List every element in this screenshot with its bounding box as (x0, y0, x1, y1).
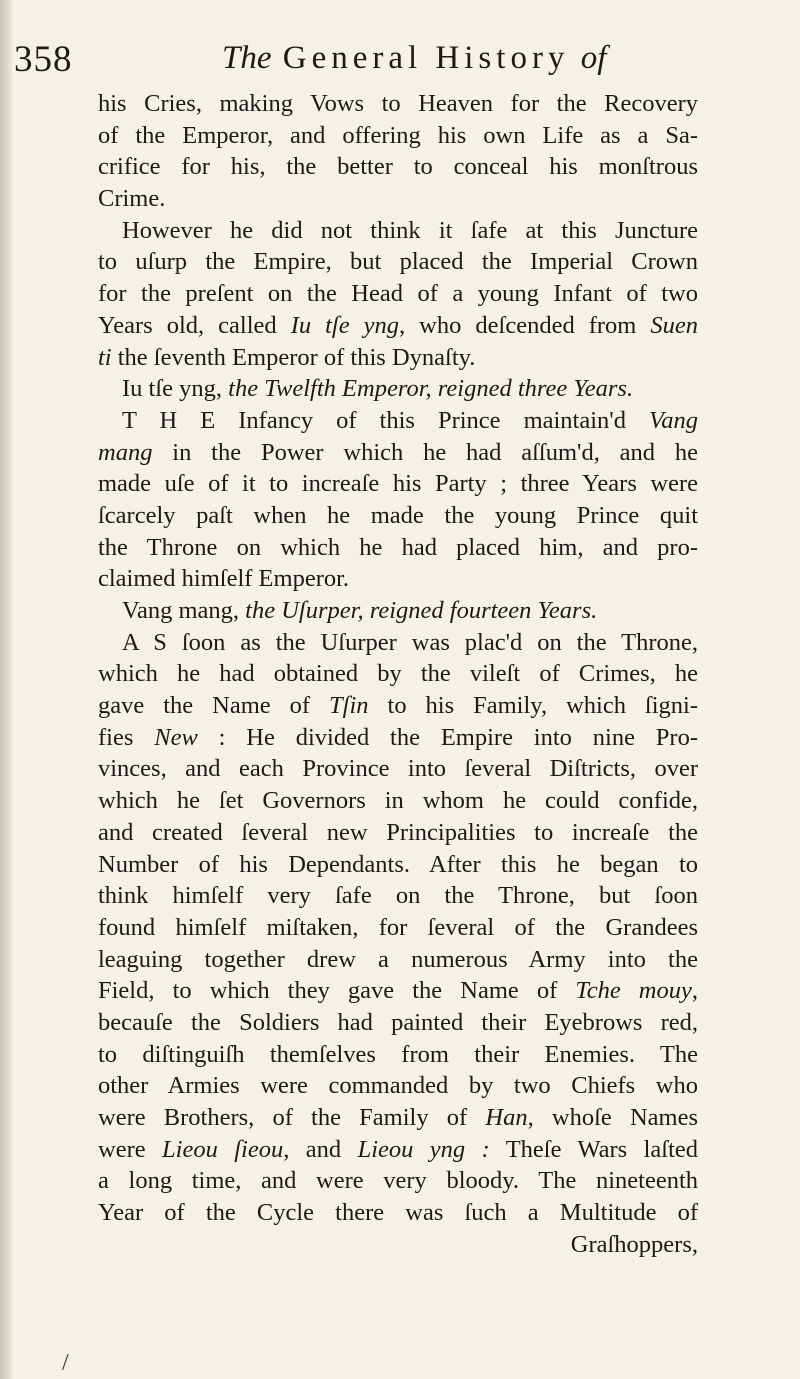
text-line: vinces, and each Province into ſeveral Diſtricts, over (98, 755, 698, 783)
catchword: Graſhoppers, (570, 1230, 698, 1258)
heading-name: Iu tſe yng, (122, 375, 229, 403)
text-run: , and (283, 1135, 358, 1163)
italic-name: ti (98, 343, 112, 371)
text-run: : He divided the Empire into nine Pro- (197, 723, 698, 751)
italic-name: Lieou yng : (357, 1135, 490, 1163)
italic-name: New (154, 723, 198, 751)
text-run: to his Family, which ſigni- (368, 692, 699, 720)
text-line: becauſe the Soldiers had painted their Eyebrows red, (98, 1008, 698, 1036)
text-run: the ſeventh Emperor of this Dynaſty. (111, 343, 476, 371)
text-line (98, 722, 698, 754)
text-run: , whoſe Names (527, 1104, 698, 1131)
text-run: were (98, 1135, 163, 1163)
text-run: were Brothers, of the Family of (98, 1104, 486, 1131)
italic-name: Tche mouy (575, 977, 692, 1005)
italic-name: Tſin (329, 692, 369, 720)
italic-name: Suen (650, 311, 698, 339)
body-text (98, 88, 698, 1260)
italic-name: mang (98, 438, 153, 466)
margin-mark: / (62, 1350, 69, 1376)
text-line: to diſtinguiſh themſelves from their Enemies. The (98, 1040, 698, 1068)
text-line: a long time, and were very bloody. The nineteenth (98, 1167, 698, 1195)
text-line: crifice for his, the better to conceal his monſtrous (98, 153, 698, 181)
text-line: to uſurp the Empire, but placed the Imperial Crown (98, 248, 698, 276)
text-run: in the Power which he had aſſum'd, and he (152, 438, 698, 466)
text-run: T H E Infancy of this Prince maintain'd (122, 406, 649, 434)
text-run: Years old, called (98, 311, 291, 339)
text-line: and created ſeveral new Principalities to increaſe the (98, 818, 698, 846)
text-run: gave the Name of (98, 692, 330, 720)
italic-name: Iu tſe yng (290, 311, 400, 339)
text-line: of the Emperor, and offering his own Life as a Sa- (98, 121, 698, 149)
text-line (98, 690, 698, 722)
text-line: ſcarcely paſt when he made the young Prince quit (98, 501, 698, 529)
text-line: think himſelf very ſafe on the Throne, but ſoon (98, 882, 698, 910)
text-line: the Throne on which he had placed him, and pro- (98, 533, 698, 561)
running-title-of: of (580, 40, 607, 76)
text-line: Year of the Cycle there was ſuch a Multitude of (98, 1199, 698, 1227)
text-line (98, 405, 698, 437)
italic-name: Lieou ſieou (162, 1135, 284, 1163)
text-line: other Armies were commanded by two Chiefs who (98, 1072, 698, 1100)
text-line (98, 437, 698, 469)
text-run: , (691, 977, 698, 1005)
italic-name: Han (485, 1104, 528, 1131)
page-number: 358 (14, 39, 73, 80)
text-line (98, 310, 698, 342)
text-run: , who deſcended from (399, 311, 651, 339)
text-line: his Cries, making Vows to Heaven for the Recovery (98, 90, 698, 117)
text-line: which he had obtained by the vileſt of Crimes, he (98, 660, 698, 688)
text-run: fies (98, 723, 155, 751)
running-title (222, 40, 606, 77)
running-title-the: The (222, 40, 272, 76)
section-heading (98, 595, 698, 627)
heading-description: the Twelfth Emperor, reigned three Years. (228, 375, 634, 403)
text-line: made uſe of it to increaſe his Party ; three Years were (98, 470, 698, 498)
text-line: found himſelf miſtaken, for ſeveral of the Grandees (98, 913, 698, 941)
heading-name: Vang mang, (122, 597, 246, 624)
section-heading (98, 373, 698, 405)
heading-description: the Uſurper, reigned fourteen Years. (245, 597, 598, 624)
text-run: Theſe Wars laſted (489, 1135, 699, 1163)
text-line: However he did not think it ſafe at this Juncture (122, 216, 698, 244)
text-line: leaguing together drew a numerous Army into the (98, 945, 698, 973)
text-line (98, 342, 698, 374)
text-line (98, 1102, 698, 1134)
italic-name: Vang (649, 406, 698, 434)
page-binding-edge (0, 0, 12, 1379)
text-line: Crime. (98, 185, 166, 213)
text-line: Number of his Dependants. After this he began to (98, 850, 698, 878)
text-line: A S ſoon as the Uſurper was plac'd on the Throne, (122, 628, 698, 656)
text-line (98, 1134, 698, 1166)
text-line: for the preſent on the Head of a young Infant of two (98, 280, 698, 308)
running-header (0, 34, 800, 84)
running-title-main: General History (282, 40, 570, 76)
text-line (98, 975, 698, 1007)
text-line: which he ſet Governors in whom he could confide, (98, 787, 698, 815)
text-line: claimed himſelf Emperor. (98, 565, 350, 593)
text-run: Field, to which they gave the Name of (98, 977, 576, 1005)
